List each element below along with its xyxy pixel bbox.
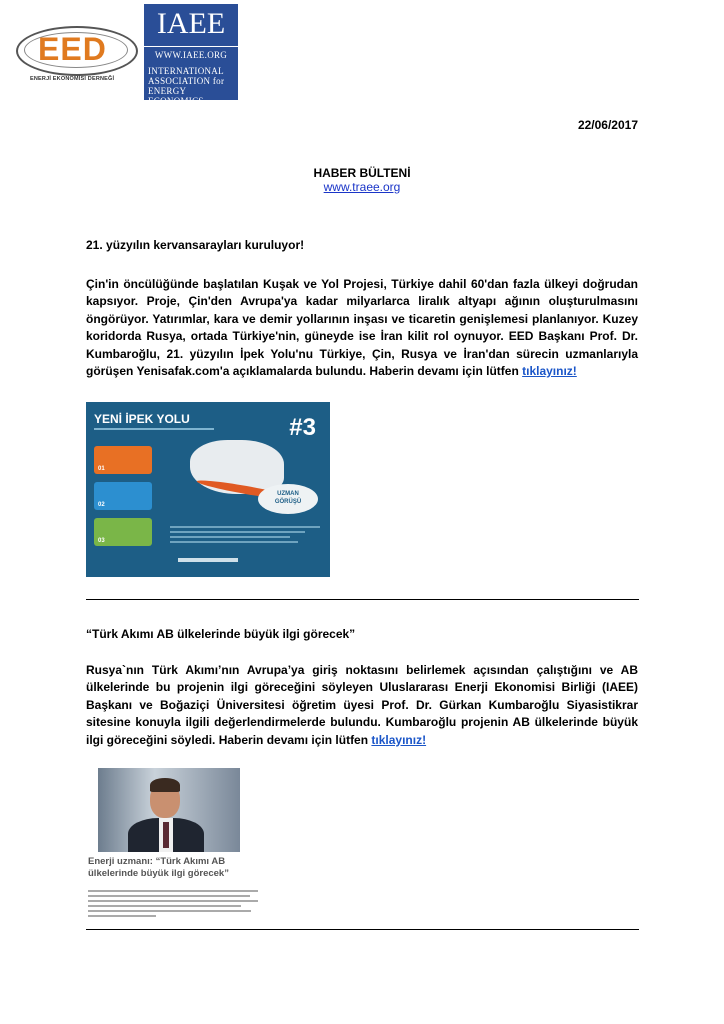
info-box-1	[94, 446, 152, 474]
article-2-photo-text-lines	[88, 890, 258, 920]
article-2-body	[86, 662, 638, 749]
expert-opinion-badge-text	[258, 490, 318, 506]
article-2-read-more-link[interactable]: tıklayınız!	[371, 732, 427, 747]
iaee-logo-url: WWW.IAEE.ORG	[154, 50, 228, 60]
info-box-label: 02	[98, 502, 105, 508]
image-footer-mark	[178, 558, 238, 562]
eed-logo	[8, 20, 138, 90]
article-2-body-text: Rusya`nın Türk Akımı’nın Avrupa’ya giriş noktasını belirlemek açısından çalıştığını ve AB ülkelerinde bu projenin ilgi göreceğini söyleyen Uluslararası Enerji Ekonomisi Birliği (IAEE) Başkanı ve Boğaziçi Üniversitesi öğretim üyesi Prof. Dr. Gürkan Kumbaroğlu Siyasistikrar sitesine konuyla ilgili değerlendirmelerde bulundu. Kumbaroğlu projenin AB ülkelerinde büyük ilgi göreceğini söyledi. Haberin devamı için lütfen	[86, 663, 638, 747]
article-1-body	[86, 276, 638, 380]
article-1-body-text: Çin'in öncülüğünde başlatılan Kuşak ve Yol Projesi, Türkiye dahil 60'dan fazla ülkeyi doğrudan kapsıyor. Proje, Çin'den Avrupa'ya kadar milyarlarca liralık altyapı ağının oluşturulmasını öngörüyor. Yatırımlar, kara ve demir yollarının inşası ve ticaretin genişlemesi planlanıyor. Kuzey koridorda Rusya, ortada Türkiye'nin, güneyde ise İran kilit rol oynuyor. EED Başkanı Prof. Dr. Kumbaroğlu, 21. yüzyılın İpek Yolu'nu Türkiye, Çin, Rusya ve İran'dan sürecin uzmanlarıyla görüşen Yenisafak.com'a açıklamalarda bulundu. Haberin devamı için lütfen	[86, 277, 638, 379]
photo-person-hair	[150, 778, 180, 792]
iaee-logo	[144, 4, 238, 106]
bulletin-website-link[interactable]: www.traee.org	[323, 180, 401, 194]
info-box-label: 03	[98, 538, 105, 544]
info-box-3	[94, 518, 152, 546]
article-1-image-title: YENİ İPEK YOLU	[94, 412, 190, 426]
article-2-photo-caption: Enerji uzmanı: “Türk Akımı AB ülkelerinde büyük ilgi görecek”	[88, 856, 229, 879]
article-1-image-subtitle-bar	[94, 428, 214, 430]
iaee-logo-title: IAEE	[156, 7, 226, 40]
iaee-logo-name-line: ENERGY ECONOMICS	[148, 86, 204, 106]
iaee-logo-divider	[144, 46, 238, 47]
bulletin-title: HABER BÜLTENİ	[313, 166, 411, 180]
iaee-logo-name	[148, 66, 238, 106]
eed-logo-text: EED	[38, 31, 107, 67]
eed-logo-subtext: ENERJİ EKONOMİSİ DERNEĞİ	[30, 76, 115, 82]
article-1-image[interactable]	[86, 402, 330, 577]
bulletin-date: 22/06/2017	[577, 118, 638, 132]
article-1-heading: 21. yüzyılın kervansarayları kuruluyor!	[86, 238, 305, 252]
info-box-label: 01	[98, 466, 105, 472]
article-1-image-number: #3	[289, 414, 316, 441]
section-divider	[86, 929, 639, 930]
expert-opinion-line: UZMAN	[277, 491, 299, 497]
photo-person-tie	[163, 822, 169, 848]
iaee-logo-name-line: INTERNATIONAL	[148, 66, 224, 76]
expert-opinion-line: GÖRÜŞÜ	[274, 499, 302, 505]
article-2-photo[interactable]	[98, 768, 240, 852]
article-2-heading: “Türk Akımı AB ülkelerinde büyük ilgi görecek”	[86, 627, 356, 641]
image-text-lines	[170, 526, 320, 548]
iaee-logo-name-line: ASSOCIATION for	[148, 76, 225, 86]
info-box-2	[94, 482, 152, 510]
section-divider	[86, 599, 639, 600]
article-1-read-more-link[interactable]: tıklayınız!	[522, 364, 577, 379]
